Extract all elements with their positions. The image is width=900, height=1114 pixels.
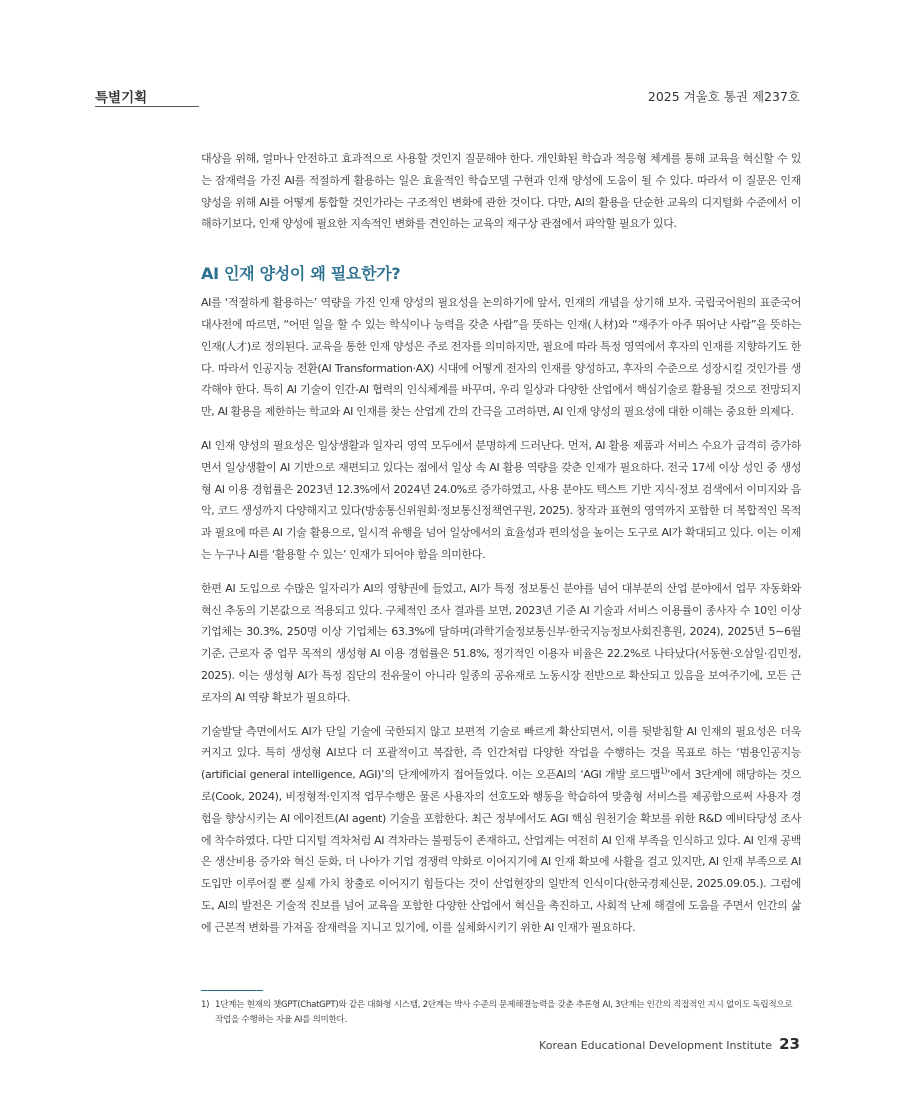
paragraph-4 bbox=[201, 721, 801, 939]
footnote bbox=[201, 998, 801, 1028]
issue-label: 2025 겨울호 통권 제237호 bbox=[647, 89, 800, 104]
paragraph-4-part-b: ’에서 3단계에 해당하는 것으로(Cook, 2024), 비정형적·인지적 업무수행은 물론 사용자의 선호도와 행동을 학습하여 맞춤형 서비스를 제공함으로써 사용자 경험을 향상시키는 AI 에이전트(AI agent) 기술을 포함한다. 최근 정부에서도 AGI 핵심 원천기술 확보를 위한 R&D 예비타당성 조사에 착수하였다. 다만 디지털 격차처럼 AI 격차라는 불평등이 존재하고, 산업계는 여전히 AI 인재 부족을 인식하고 있다. AI 인재 공백은 생산비용 증가와 혁신 둔화, 더 나아가 기업 경쟁력 약화로 이어지기에 AI 인재 확보에 사활을 걸고 있지만, AI 인재 부족으로 AI 도입만 이루어질 뿐 실제 가치 창출로 이어지기 힘들다는 것이 산업현장의 일반적 인식이다(한국경제신문, 2025.09.05.). 그럼에도, AI의 발전은 기술적 진보를 넘어 교육을 포함한 다양한 산업에서 혁신을 촉진하고, 사회적 난제 해결에 도움을 주면서 인간의 삶에 근본적 변화를 가져올 잠재력을 지니고 있기에, 이를 실체화시키기 위한 AI 인재가 필요하다. bbox=[201, 768, 801, 934]
article-body bbox=[201, 148, 801, 951]
footnote-text: 1단계는 현재의 챗GPT(ChatGPT)와 같은 대화형 시스템, 2단계는 박사 수준의 문제해결능력을 갖춘 추론형 AI, 3단계는 인간의 직접적인 지시 없이도 독립적으로 작업을 수행하는 자율 AI를 의미한다. bbox=[215, 1000, 793, 1025]
paragraph-3: 한편 AI 도입으로 수많은 일자리가 AI의 영향권에 들었고, AI가 특정 정보통신 분야를 넘어 대부분의 산업 분야에서 업무 자동화와 혁신 추동의 기본값으로 적용되고 있다. 구체적인 조사 결과를 보면, 2023년 기준 AI 기술과 서비스 이용률이 종사자 수 10인 이상 기업체는 30.3%, 250명 이상 기업체는 63.3%에 달하며(과학기술정보통신부·한국지능정보사회진흥원, 2024), 2025년 5∼6월 기준, 근로자 중 업무 목적의 생성형 AI 이용 경험률은 51.8%, 정기적인 이용자 비율은 22.2%로 나타났다(서동현·오삼일·김민정, 2025). 이는 생성형 AI가 특정 집단의 전유물이 아니라 일종의 공유재로 노동시장 전반으로 확산되고 있음을 보여주기에, 모든 근로자의 AI 역량 확보가 필요하다. bbox=[201, 581, 801, 704]
page-number: 23 bbox=[779, 1035, 800, 1053]
section-label: 특별기획 bbox=[95, 90, 148, 106]
footnote-number: 1) bbox=[201, 1000, 210, 1010]
intro-paragraph: 대상을 위해, 얼마나 안전하고 효과적으로 사용할 것인지 질문해야 한다. 개인화된 학습과 적응형 체계를 통해 교육을 혁신할 수 있는 잠재력을 가진 AI를 적절하게 활용하는 일은 효율적인 학습모델 구현과 인재 양성에 도움이 될 수 있다. 따라서 이 질문은 인재 양성을 위해 AI를 어떻게 통합할 것인가라는 구조적인 변화에 관한 것이다. 다만, AI의 활용을 단순한 교육의 디지털화 수준에서 이해하기보다, 인재 양성에 필요한 지속적인 변화를 견인하는 교육의 재구상 관점에서 파악할 필요가 있다. bbox=[201, 152, 801, 231]
paragraph-1: AI를 ‘적절하게 활용하는’ 역량을 가진 인재 양성의 필요성을 논의하기에 앞서, 인재의 개념을 상기해 보자. 국립국어원의 표준국어대사전에 따르면, “어떤 일을 할 수 있는 학식이나 능력을 갖춘 사람”을 뜻하는 인재(人材)와 “재주가 아주 뛰어난 사람”을 뜻하는 인재(人才)로 정의된다. 교육을 통한 인재 양성은 주로 전자를 의미하지만, 필요에 따라 특정 영역에서 후자의 인재를 지향하기도 한다. 따라서 인공지능 전환(AI Transformation·AX) 시대에 어떻게 전자의 인재를 양성하고, 후자의 수준으로 성장시킬 것인가를 생각해야 한다. 특히 AI 기술이 인간-AI 협력의 인식체계를 바꾸며, 우리 일상과 다양한 산업에서 핵심기술로 활용될 것으로 전망되지만, AI 활용을 제한하는 학교와 AI 인재를 찾는 산업계 간의 간극을 고려하면, AI 인재 양성의 필요성에 대한 이해는 중요한 의제다. bbox=[201, 296, 801, 419]
paragraph-2: AI 인재 양성의 필요성은 일상생활과 일자리 영역 모두에서 분명하게 드러난다. 먼저, AI 활용 제품과 서비스 수요가 급격히 증가하면서 일상생활이 AI 기반으로 재편되고 있다는 점에서 일상 속 AI 활용 역량을 갖춘 인재가 필요하다. 전국 17세 이상 성인 중 생성형 AI 이용 경험률은 2023년 12.3%에서 2024년 24.0%로 증가하였고, 사용 분야도 텍스트 기반 지식·정보 검색에서 이미지와 음악, 코드 생성까지 다양해지고 있다(방송통신위원회·정보통신정책연구원, 2025). 창작과 표현의 영역까지 포함한 더 복합적인 목적과 필요에 따른 AI 기술 활용으로, 일시적 유행을 넘어 일상에서의 효율성과 편의성을 높이는 도구로 AI가 확대되고 있다. 이는 이제는 누구나 AI를 ‘활용할 수 있는’ 인재가 되어야 함을 의미한다. bbox=[201, 438, 801, 561]
header-divider bbox=[95, 106, 199, 107]
footnote-divider bbox=[201, 990, 263, 991]
footnote-ref[interactable]: 1) bbox=[660, 766, 668, 776]
section-heading: AI 인재 양성이 왜 필요한가? bbox=[201, 264, 401, 284]
paragraph-4-part-a: 기술발달 측면에서도 AI가 단일 기술에 국한되지 않고 보편적 기술로 빠르게 확산되면서, 이를 뒷받침할 AI 인재의 필요성은 더욱 커지고 있다. 특히 생성형 AI보다 더 포괄적이고 복잡한, 즉 인간처럼 다양한 작업을 수행하는 것을 목표로 하는 ‘범용인공지능(artificial general intelligence, AGI)’의 단계에까지 접어들었다. 이는 오픈AI의 ‘AGI 개발 로드맵 bbox=[201, 724, 801, 782]
institute-name: Korean Educational Development Institute bbox=[539, 1039, 772, 1052]
